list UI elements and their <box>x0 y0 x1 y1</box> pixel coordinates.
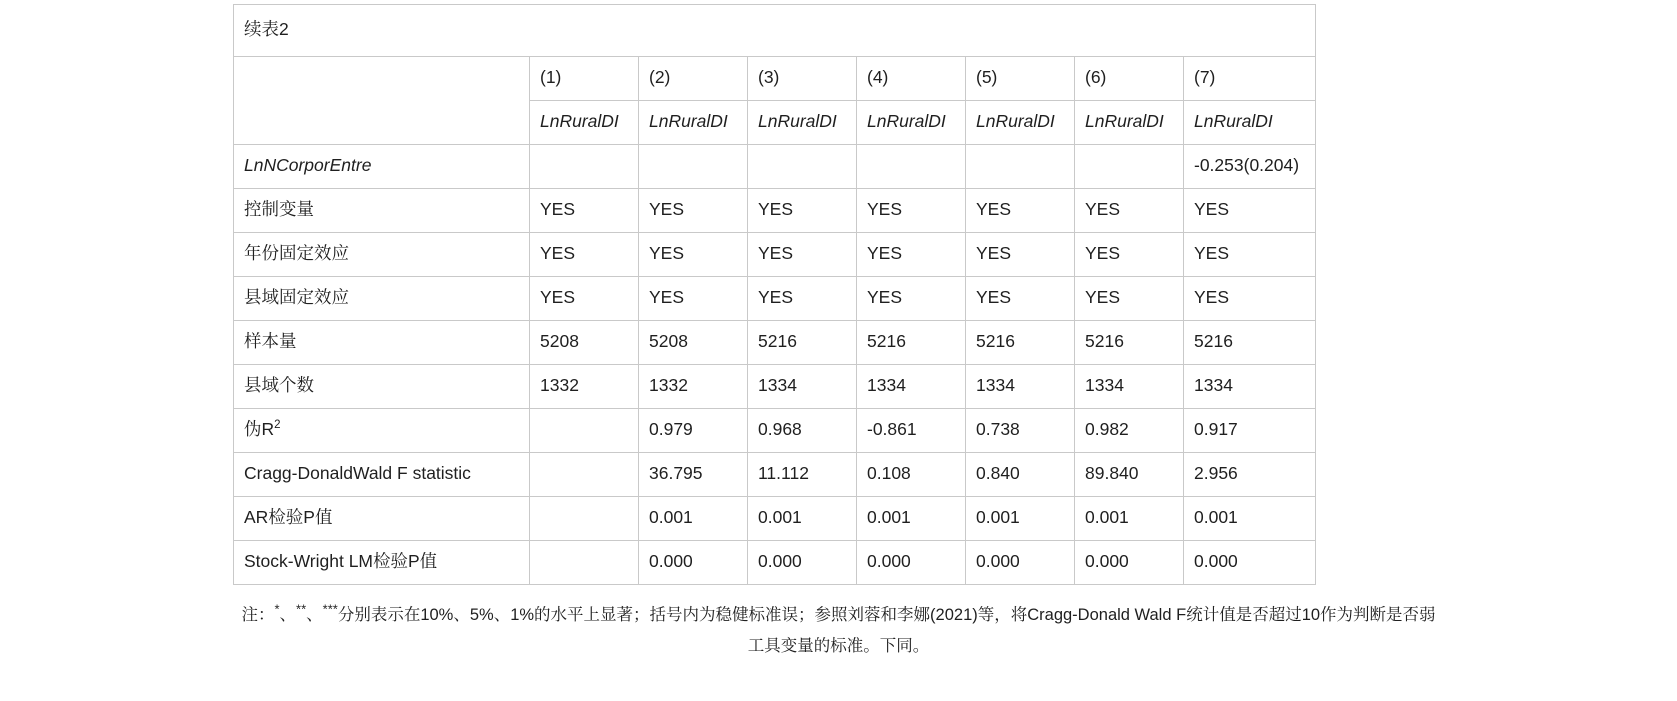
dep-var-3: LnRuralDI <box>748 100 857 144</box>
row-value: YES <box>857 276 966 320</box>
statistics-table-container <box>233 4 1315 585</box>
row-value: 1334 <box>1075 364 1184 408</box>
dep-var-4: LnRuralDI <box>857 100 966 144</box>
note-separator-1: 、 <box>279 606 297 624</box>
row-value: 0.000 <box>857 540 966 584</box>
row-value <box>857 144 966 188</box>
row-value: -0.861 <box>857 408 966 452</box>
row-value: 89.840 <box>1075 452 1184 496</box>
table-row <box>234 364 1316 408</box>
row-label: Stock-Wright LM检验P值 <box>234 540 530 584</box>
row-value <box>1075 144 1184 188</box>
dep-var-6: LnRuralDI <box>1075 100 1184 144</box>
row-value: 5216 <box>1075 320 1184 364</box>
row-value: 5216 <box>966 320 1075 364</box>
row-value: 0.001 <box>639 496 748 540</box>
row-value: YES <box>1075 188 1184 232</box>
row-value: 1332 <box>639 364 748 408</box>
row-value <box>530 496 639 540</box>
row-label-superscript: 2 <box>274 418 281 431</box>
row-value: 0.108 <box>857 452 966 496</box>
table-row <box>234 320 1316 364</box>
row-value: YES <box>966 276 1075 320</box>
row-value: YES <box>639 276 748 320</box>
row-value: YES <box>748 232 857 276</box>
row-value <box>639 144 748 188</box>
row-value: 11.112 <box>748 452 857 496</box>
row-value: YES <box>857 232 966 276</box>
row-value: 0.917 <box>1184 408 1316 452</box>
statistics-table <box>233 4 1316 585</box>
dep-var-5: LnRuralDI <box>966 100 1075 144</box>
row-value: 0.738 <box>966 408 1075 452</box>
column-number-1: (1) <box>530 57 639 101</box>
row-value: YES <box>748 276 857 320</box>
row-value: 0.001 <box>1184 496 1316 540</box>
row-value: 1334 <box>1184 364 1316 408</box>
row-value: YES <box>1184 232 1316 276</box>
row-label: 样本量 <box>234 320 530 364</box>
row-value: 0.000 <box>966 540 1075 584</box>
row-value: YES <box>530 276 639 320</box>
note-body: 分别表示在10%、5%、1%的水平上显著；括号内为稳健标准误；参照刘蓉和李娜(2021)等，将Cragg-Donald Wald F统计值是否超过10作为判断是否弱 <box>337 606 1436 624</box>
row-value: 1334 <box>748 364 857 408</box>
table-note-line-1 <box>0 600 1677 631</box>
row-value: YES <box>857 188 966 232</box>
table-row <box>234 496 1316 540</box>
row-value: 0.000 <box>1184 540 1316 584</box>
row-value: 2.956 <box>1184 452 1316 496</box>
row-value: 0.982 <box>1075 408 1184 452</box>
row-value: YES <box>639 232 748 276</box>
row-value: YES <box>1075 232 1184 276</box>
row-value: 0.000 <box>748 540 857 584</box>
row-value: 36.795 <box>639 452 748 496</box>
table-note-line-2: 工具变量的标准。下同。 <box>747 636 930 655</box>
row-value <box>530 408 639 452</box>
row-value: YES <box>1184 276 1316 320</box>
row-value: YES <box>1184 188 1316 232</box>
column-number-6: (6) <box>1075 57 1184 101</box>
row-label: AR检验P值 <box>234 496 530 540</box>
row-value: YES <box>639 188 748 232</box>
row-value: 5216 <box>748 320 857 364</box>
row-value: 0.001 <box>966 496 1075 540</box>
table-row <box>234 276 1316 320</box>
table-note <box>0 600 1677 661</box>
table-row <box>234 452 1316 496</box>
row-value: 0.840 <box>966 452 1075 496</box>
row-value: 0.979 <box>639 408 748 452</box>
row-label: 年份固定效应 <box>234 232 530 276</box>
row-value <box>530 540 639 584</box>
row-label: 控制变量 <box>234 188 530 232</box>
column-number-7: (7) <box>1184 57 1316 101</box>
dep-var-1: LnRuralDI <box>530 100 639 144</box>
row-value: 0.000 <box>1075 540 1184 584</box>
row-value <box>530 144 639 188</box>
dep-var-7: LnRuralDI <box>1184 100 1316 144</box>
row-value: 0.001 <box>857 496 966 540</box>
row-value <box>966 144 1075 188</box>
row-label-base: 伪R <box>244 418 275 439</box>
row-label: 县域固定效应 <box>234 276 530 320</box>
significance-star-1: * <box>274 601 280 617</box>
table-row <box>234 232 1316 276</box>
row-label: 县域个数 <box>234 364 530 408</box>
significance-star-2: ** <box>296 601 307 617</box>
row-value: 1332 <box>530 364 639 408</box>
table-row <box>234 144 1316 188</box>
table-caption-row <box>234 5 1316 57</box>
row-value: 5208 <box>639 320 748 364</box>
table-row <box>234 408 1316 452</box>
column-number-4: (4) <box>857 57 966 101</box>
row-value: 5216 <box>857 320 966 364</box>
table-row <box>234 188 1316 232</box>
row-value: YES <box>966 188 1075 232</box>
row-value: 5216 <box>1184 320 1316 364</box>
table-header-row-numbers <box>234 57 1316 101</box>
row-value: 0.968 <box>748 408 857 452</box>
row-value: -0.253(0.204) <box>1184 144 1316 188</box>
column-number-3: (3) <box>748 57 857 101</box>
row-value <box>530 452 639 496</box>
row-value: YES <box>748 188 857 232</box>
note-prefix: 注： <box>241 606 275 624</box>
row-label: Cragg-DonaldWald F statistic <box>234 452 530 496</box>
header-corner-cell <box>234 57 530 145</box>
column-number-2: (2) <box>639 57 748 101</box>
row-value <box>748 144 857 188</box>
row-label: LnNCorporEntre <box>234 144 530 188</box>
row-value: 1334 <box>857 364 966 408</box>
row-value: 0.000 <box>639 540 748 584</box>
table-caption: 续表2 <box>234 5 1316 57</box>
row-value: 0.001 <box>748 496 857 540</box>
row-label <box>234 408 530 452</box>
row-value: 5208 <box>530 320 639 364</box>
table-row <box>234 540 1316 584</box>
note-separator-2: 、 <box>306 606 323 624</box>
row-value: 0.001 <box>1075 496 1184 540</box>
dep-var-2: LnRuralDI <box>639 100 748 144</box>
row-value: YES <box>1075 276 1184 320</box>
row-value: YES <box>530 232 639 276</box>
significance-star-3: *** <box>322 601 338 617</box>
column-number-5: (5) <box>966 57 1075 101</box>
row-value: YES <box>530 188 639 232</box>
row-value: YES <box>966 232 1075 276</box>
row-value: 1334 <box>966 364 1075 408</box>
